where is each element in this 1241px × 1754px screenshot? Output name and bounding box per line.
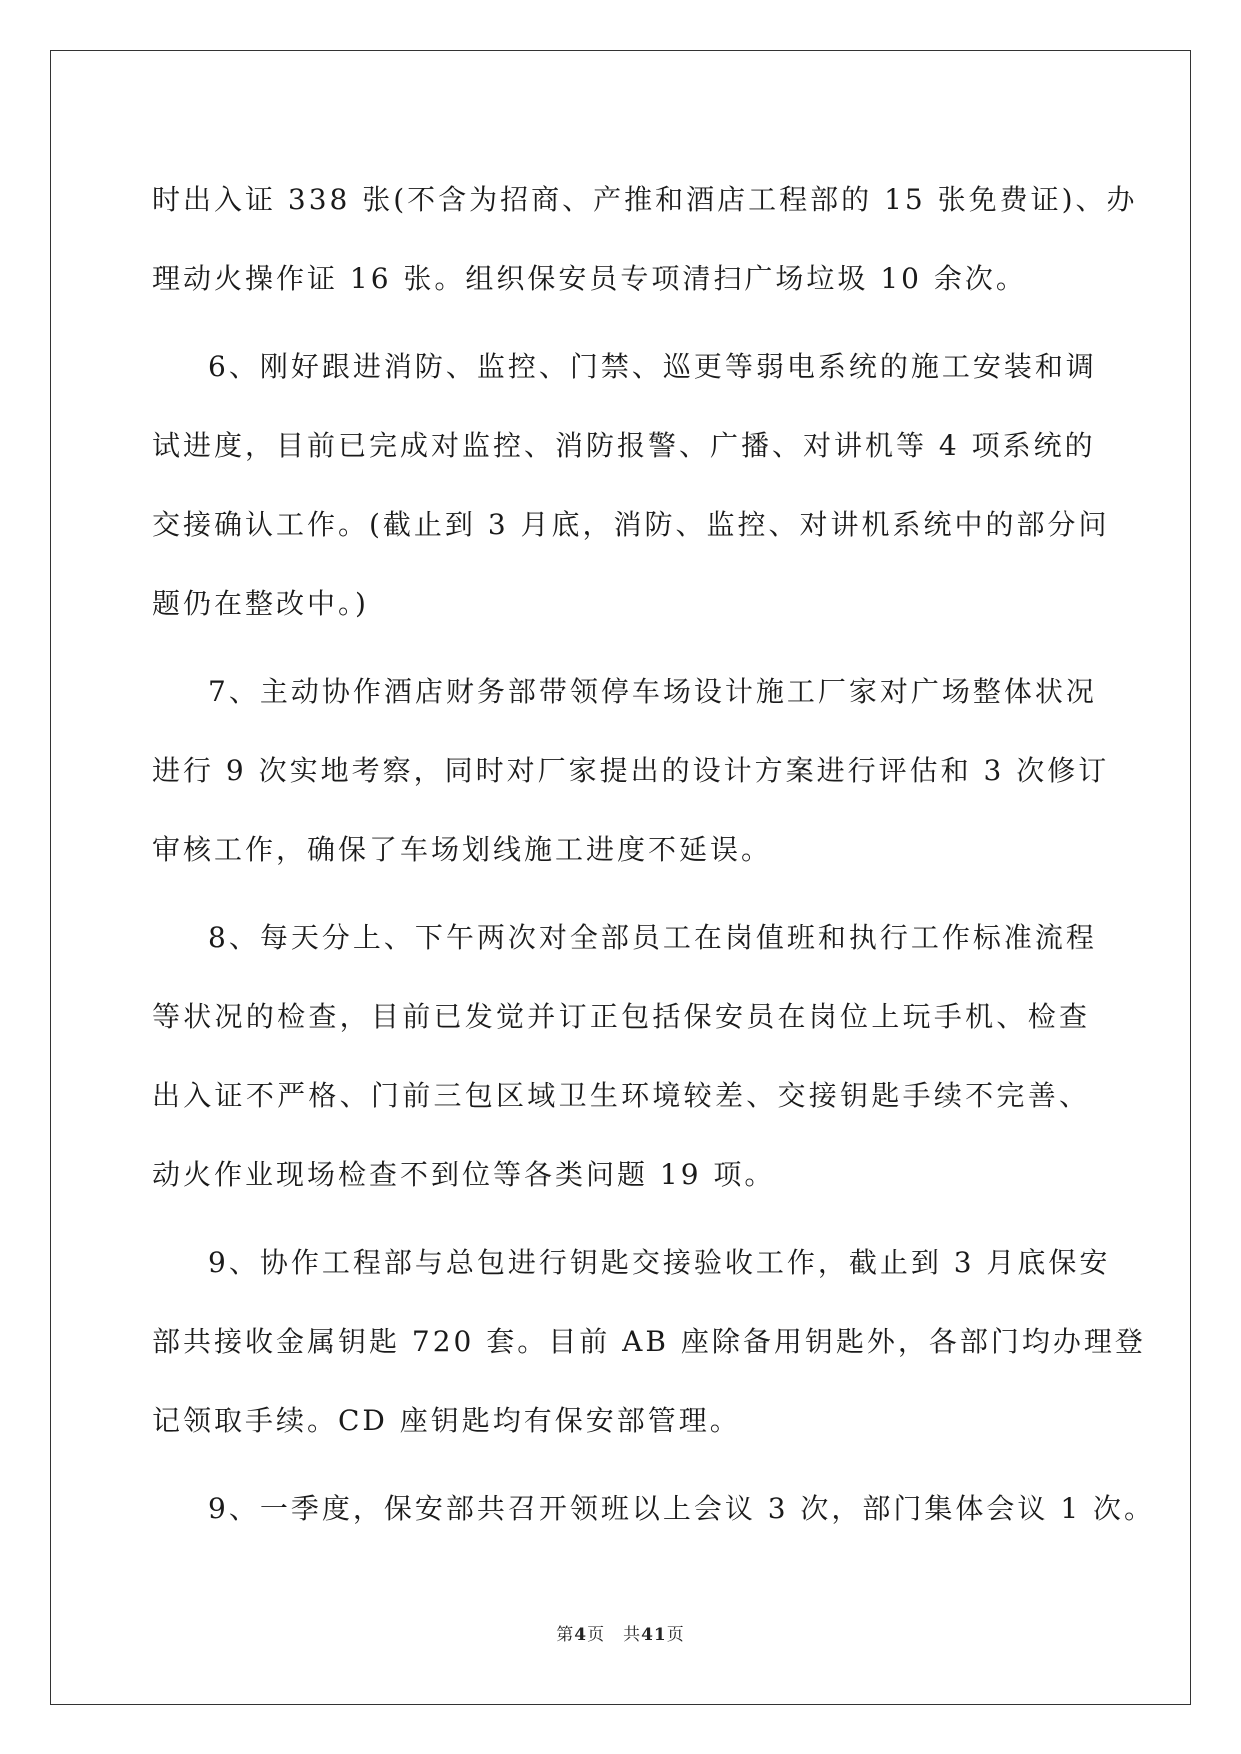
paragraph-item-6 (152, 327, 1110, 643)
text-line: 题仍在整改中。) (152, 587, 369, 620)
text-line: 8、每天分上、下午两次对全部员工在岗值班和执行工作标准流程 (208, 921, 1097, 954)
paragraph-item-7 (152, 652, 1110, 889)
text-line: 6、刚好跟进消防、监控、门禁、巡更等弱电系统的施工安装和调 (208, 350, 1097, 383)
footer-prefix: 第 (556, 1625, 575, 1645)
paragraph-item-8 (152, 898, 1097, 1214)
current-page-number: 4 (574, 1625, 588, 1645)
page-footer (0, 1620, 1241, 1645)
text-line: 9、协作工程部与总包进行钥匙交接验收工作，截止到 3 月底保安 (208, 1246, 1111, 1279)
text-line: 交接确认工作。(截止到 3 月底，消防、监控、对讲机系统中的部分问 (152, 508, 1110, 541)
footer-total-prefix: 共 (623, 1625, 642, 1645)
paragraph-item-9 (152, 1223, 1146, 1460)
paragraph-1 (152, 160, 1138, 318)
text-line: 等状况的检查，目前已发觉并订正包括保安员在岗位上玩手机、检查 (152, 1000, 1090, 1033)
footer-page-word: 页 (587, 1625, 606, 1645)
text-line: 部共接收金属钥匙 720 套。目前 AB 座除备用钥匙外，各部门均办理登 (152, 1325, 1146, 1358)
text-line: 审核工作，确保了车场划线施工进度不延误。 (152, 833, 773, 866)
text-line: 9、一季度，保安部共召开领班以上会议 3 次，部门集体会议 1 次。 (208, 1492, 1156, 1525)
document-body (152, 160, 1156, 1557)
text-line: 理动火操作证 16 张。组织保安员专项清扫广场垃圾 10 余次。 (152, 262, 1027, 295)
text-line: 记领取手续。CD 座钥匙均有保安部管理。 (152, 1404, 741, 1437)
total-page-count: 41 (641, 1625, 667, 1645)
text-line: 时出入证 338 张(不含为招商、产推和酒店工程部的 15 张免费证)、办 (152, 183, 1138, 216)
text-line: 出入证不严格、门前三包区域卫生环境较差、交接钥匙手续不完善、 (152, 1079, 1090, 1112)
text-line: 7、主动协作酒店财务部带领停车场设计施工厂家对广场整体状况 (208, 675, 1097, 708)
text-line: 进行 9 次实地考察，同时对厂家提出的设计方案进行评估和 3 次修订 (152, 754, 1110, 787)
paragraph-item-9-meetings (152, 1469, 1156, 1548)
footer-total-word: 页 (666, 1625, 685, 1645)
text-line: 动火作业现场检查不到位等各类问题 19 项。 (152, 1158, 776, 1191)
text-line: 试进度，目前已完成对监控、消防报警、广播、对讲机等 4 项系统的 (152, 429, 1096, 462)
